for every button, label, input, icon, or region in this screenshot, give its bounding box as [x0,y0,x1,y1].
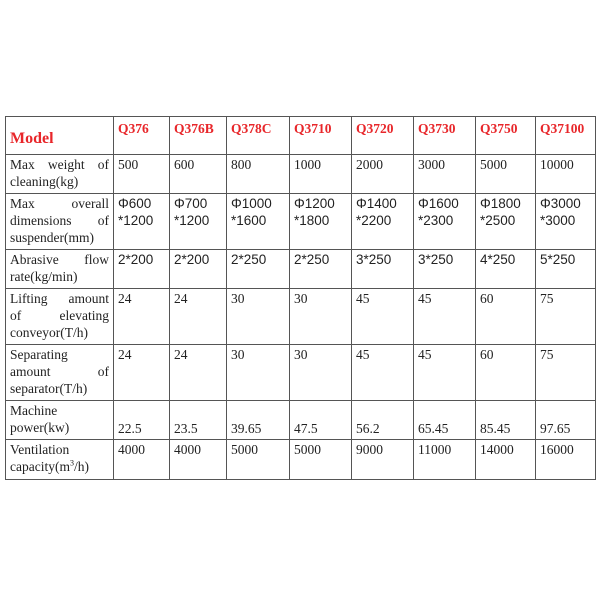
table-cell: 85.45 [476,401,536,440]
table-cell: Φ1800 *2500 [476,194,536,250]
table-cell: Φ1600 *2300 [414,194,476,250]
table-cell: 2*200 [114,250,170,289]
table-cell: 5000 [227,440,290,480]
table-cell: 1000 [290,155,352,194]
table-cell: Φ1000 *1600 [227,194,290,250]
row-label-max-weight: Max weight of cleaning(kg) [6,155,114,194]
table-cell: 2000 [352,155,414,194]
model-q37100: Q37100 [536,117,596,155]
table-cell: Φ1400 *2200 [352,194,414,250]
table-cell: 3*250 [414,250,476,289]
table-cell: 10000 [536,155,596,194]
table-cell: Φ600 *1200 [114,194,170,250]
table-cell: Φ3000 *3000 [536,194,596,250]
table-cell: 75 [536,289,596,345]
table-cell: 800 [227,155,290,194]
table-cell: 30 [227,345,290,401]
table-row [6,155,596,194]
table-cell: 60 [476,345,536,401]
table-cell: Φ700 *1200 [170,194,227,250]
model-header: Model [6,117,114,155]
table-cell: 30 [290,289,352,345]
table-cell: 3*250 [352,250,414,289]
table-cell: 5000 [290,440,352,480]
table-cell: 9000 [352,440,414,480]
table-cell: 30 [290,345,352,401]
table-cell: 24 [114,289,170,345]
table-cell: 500 [114,155,170,194]
table-cell: 11000 [414,440,476,480]
table-cell: 30 [227,289,290,345]
table-cell: 4*250 [476,250,536,289]
table-cell: 3000 [414,155,476,194]
table-cell: 22.5 [114,401,170,440]
table-row [6,250,596,289]
table-row [6,194,596,250]
table-cell: 45 [414,289,476,345]
table-cell: 45 [414,345,476,401]
table-cell: Φ1200 *1800 [290,194,352,250]
table-cell: 600 [170,155,227,194]
table-cell: 45 [352,345,414,401]
table-cell: 45 [352,289,414,345]
table-cell: 24 [170,289,227,345]
table-cell: 24 [114,345,170,401]
table-cell: 75 [536,345,596,401]
row-label-lifting-amount: Lifting amount of elevating conveyor(T/h) [6,289,114,345]
row-label-ventilation: Ventilation $capacity(m^3/h)$ [6,440,114,480]
table-cell: 2*250 [227,250,290,289]
table-row [6,440,596,480]
row-label-max-dimensions: Max overall dimensions of suspender(mm) [6,194,114,250]
table-row [6,289,596,345]
table-cell: 39.65 [227,401,290,440]
table-cell: 5*250 [536,250,596,289]
table-cell: 97.65 [536,401,596,440]
table-cell: 14000 [476,440,536,480]
table-row [6,401,596,440]
table-cell: 24 [170,345,227,401]
model-q376: Q376 [114,117,170,155]
table-cell: 4000 [170,440,227,480]
header-row [6,117,596,155]
table-cell: 65.45 [414,401,476,440]
spec-table [5,116,596,480]
row-label-machine-power: Machine power(kw) [6,401,114,440]
table-cell: 5000 [476,155,536,194]
table-cell: 4000 [114,440,170,480]
table-cell: 2*200 [170,250,227,289]
model-q3730: Q3730 [414,117,476,155]
row-label-separating-amount: Separating amount of separator(T/h) [6,345,114,401]
table-cell: 47.5 [290,401,352,440]
table-row [6,345,596,401]
table-cell: 16000 [536,440,596,480]
table-cell: 2*250 [290,250,352,289]
model-q3720: Q3720 [352,117,414,155]
model-q378c: Q378C [227,117,290,155]
table-cell: 23.5 [170,401,227,440]
model-q3750: Q3750 [476,117,536,155]
row-label-abrasive-flow: Abrasive flow rate(kg/min) [6,250,114,289]
table-cell: 60 [476,289,536,345]
model-q376b: Q376B [170,117,227,155]
table-cell: 56.2 [352,401,414,440]
model-q3710: Q3710 [290,117,352,155]
